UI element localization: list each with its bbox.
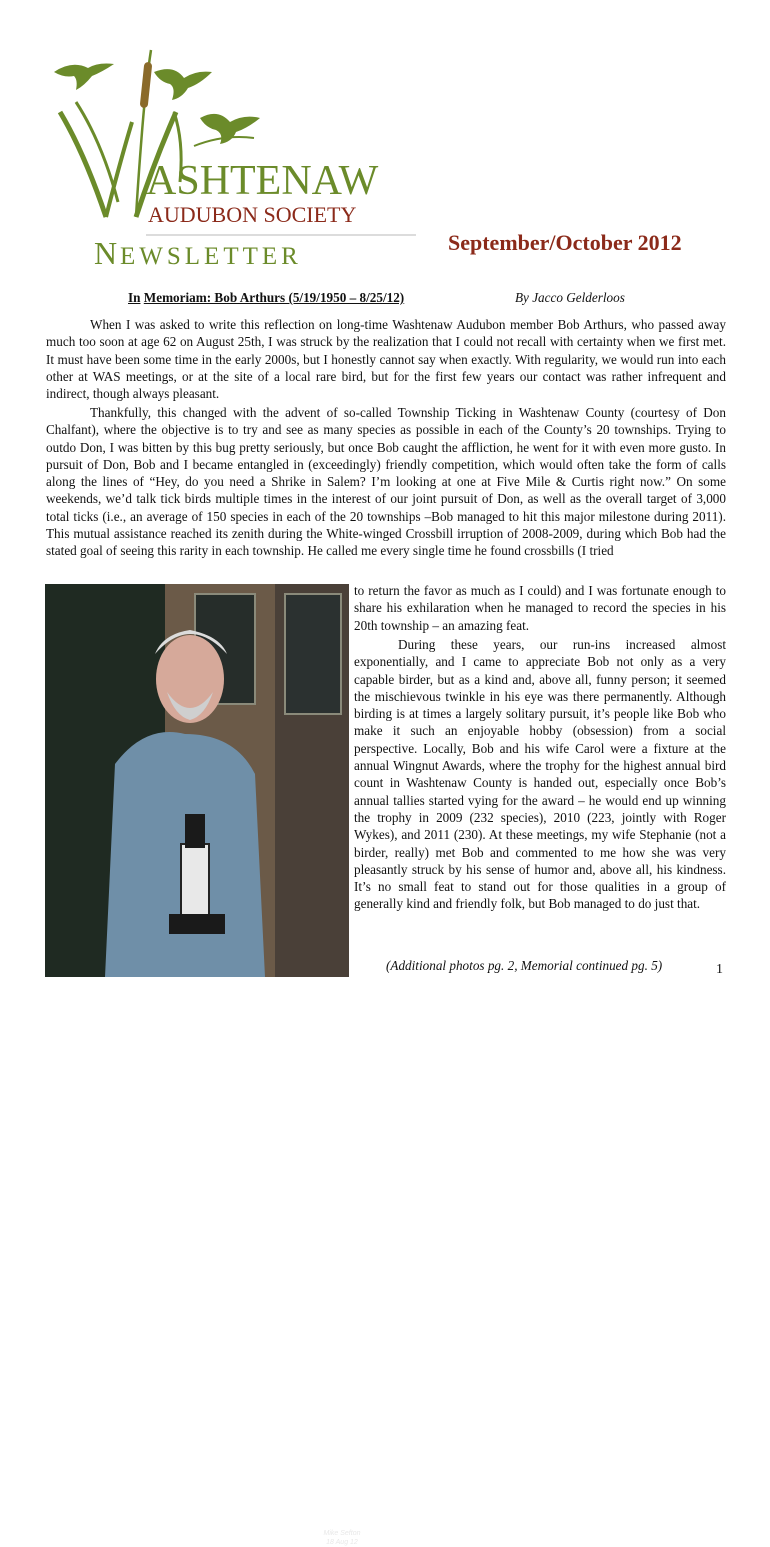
headline-title: Memoriam: Bob Arthurs (5/19/1950 – 8/25/12) bbox=[143, 290, 405, 305]
page-number: 1 bbox=[716, 962, 723, 977]
photo-credit: Mike Sefton 18 Aug 12 bbox=[323, 1530, 361, 1546]
svg-text:N: N bbox=[94, 235, 118, 271]
bird-icon bbox=[154, 69, 212, 100]
continued-note: (Additional photos pg. 2, Memorial continued pg. 5) bbox=[386, 958, 663, 973]
paragraph-1: When I was asked to write this reflection on long-time Washtenaw Audubon member Bob Arthurs, who passed away much too soon at age 62 on August 25th, I was struck by the realization that I could not recall with certainty when we first met. It must have been some time in the early 2000s, but I honestly cannot say when exactly. With regularity, we would run into each other at WAS meetings, or at the site of a local rare bird, but for the first few years our contact was rather infrequent and indirect, though always pleasant. bbox=[46, 317, 726, 402]
svg-text:ASHTENAW: ASHTENAW bbox=[146, 158, 379, 204]
audubon-logo-graphic bbox=[54, 42, 434, 272]
svg-text:EWSLETTER: EWSLETTER bbox=[120, 243, 302, 270]
bird-icon bbox=[54, 64, 114, 91]
masthead-logo bbox=[54, 42, 434, 272]
article-byline: By Jacco Gelderloos bbox=[515, 290, 625, 305]
headline-prefix: In bbox=[128, 290, 141, 305]
issue-date: September/October 2012 bbox=[448, 230, 682, 255]
paragraph-2: Thankfully, this changed with the advent of so-called Township Ticking in Washtenaw County (courtesy of Don Chalfant), where the objective is to try and see as many species as possible in each of the County’s 20 townships. Trying to outdo Don, I was bitten by this bug pretty seriously, but once Bob caught the affliction, he went for it with even more gusto. In pursuit of Don, Bob and I became entangled in (exceedingly) friendly competition, which would often take the form of calls along the lines of “Hey, do you need a Shrike in Salem? I’m looking at one at Five Mile & Curtis right now.” On some weekends, we’d talk tick birds multiple times in the interest of our joint pursuit of Don, as well as the overall target of 3,000 total ticks (i.e., an average of 150 species in each of the 20 townships –Bob managed to hit this major milestone during 2011). This mutual assistance reached its zenith during the White-winged Crossbill irruption of 2008-2009, during which Bob had the stated goal of seeing this rarity in each township. He called me every single time he found crossbills (I tried bbox=[46, 405, 726, 559]
bird-icon bbox=[200, 114, 260, 144]
paragraph-3: to return the favor as much as I could) and I was fortunate enough to share his exhilaration when he managed to record the species in his 20th township – an amazing feat. bbox=[354, 583, 726, 633]
article-headline bbox=[128, 290, 404, 306]
svg-text:AUDUBON SOCIETY: AUDUBON SOCIETY bbox=[148, 202, 357, 227]
bob-arthurs-photo bbox=[45, 584, 361, 1546]
paragraph-4: During these years, our run-ins increased almost exponentially, and I came to appreciate Bob not only as a very capable birder, but as a kind and, above all, funny person; it seemed the mischievous twinkle in his eye was there permanently. Although birding is at times a largely solitary pursuit, it’s people like Bob who make it such an enjoyable hobby (obsession) from a social perspective. Locally, Bob and his wife Carol were a fixture at the annual Wingnut Awards, where the trophy for the highest annual bird count in Washtenaw County is handed out, especially once Bob’s annual tallies started vying for the award – he would end up winning the trophy in 2009 (232 species), 2010 (223, jointly with Roger Wykes), and 2011 (230). At these meetings, my wife Stephanie (not a birder, really) met Bob and commented to me how she was very pleasantly struck by his sense of humor and, above all, his kindness. It’s no small feat to stand out for those qualities in a group of generally kind and friendly folk, but Bob managed to do just that. bbox=[354, 637, 726, 912]
